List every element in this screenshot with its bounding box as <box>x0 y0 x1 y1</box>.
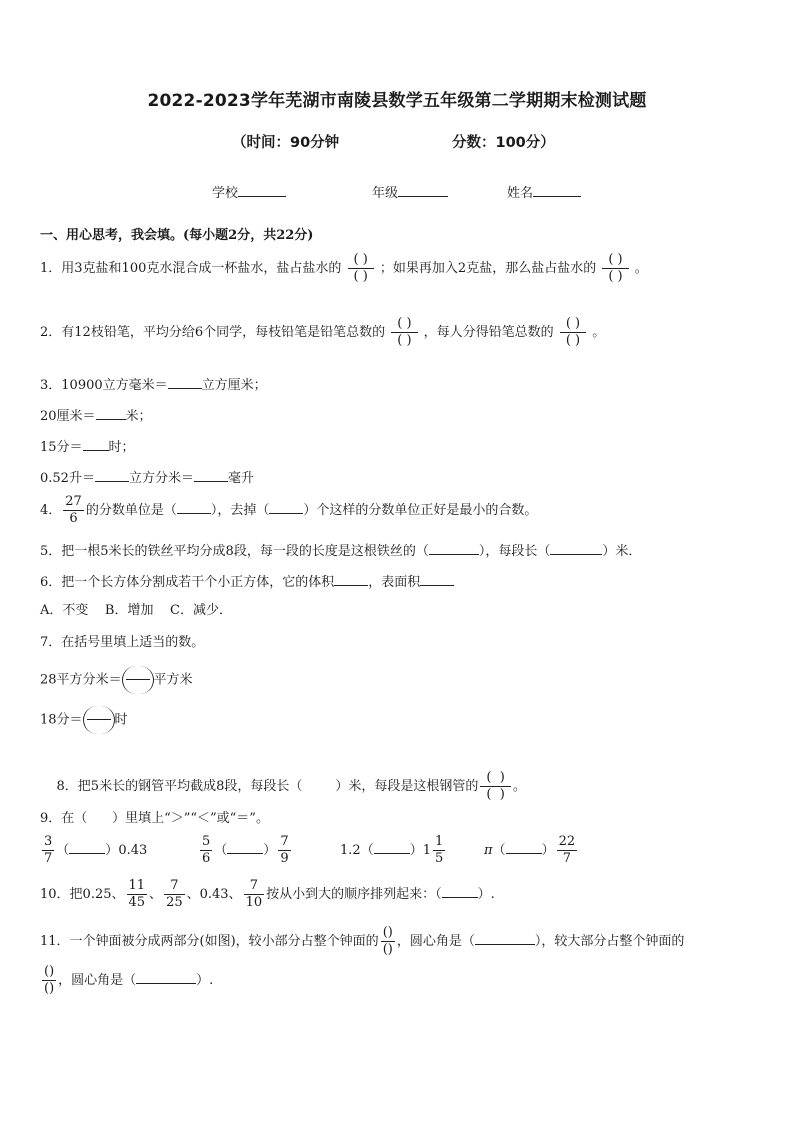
q9-item-4-paren-open: （ <box>492 843 506 858</box>
grade-field[interactable] <box>372 182 448 201</box>
q7-item-2-text-a: 18分＝ <box>40 712 83 728</box>
q9-item-1-fraction: $\frac{3}{7}$ <box>44 834 53 866</box>
q1-text-b: ；如果再加入2克盐，那么盐占盐水的 <box>379 261 597 276</box>
q9-item-3-left: 1.2 <box>340 843 361 858</box>
q11-blank-1[interactable] <box>475 930 535 945</box>
q3-blank-4[interactable] <box>95 467 129 482</box>
q3-blank-1[interactable] <box>168 374 202 389</box>
question-11-line-1 <box>40 925 684 958</box>
q9-item-2-left-fraction: $\frac{5}{6}$ <box>202 834 211 866</box>
question-11-line-2 <box>40 964 213 997</box>
question-3-line-2 <box>40 405 152 426</box>
name-label: 姓名 <box>507 186 534 201</box>
q11-text-b: ，圆心角是（ <box>396 934 475 949</box>
q9-blank-1[interactable] <box>69 839 105 854</box>
q11-text-c: ），较大部分占整个钟面的 <box>534 934 685 949</box>
q5-text-b: ），每段长（ <box>478 544 551 559</box>
grade-blank[interactable] <box>398 182 448 197</box>
question-6 <box>40 571 454 592</box>
q6-text-a: 6．把一个长方体分割成若干个小正方体，它的体积 <box>40 575 335 590</box>
q4-text-c: ）个这样的分数单位正好是最小的合数。 <box>303 503 538 518</box>
question-9: 9．在（ ）里填上“＞”“＜”或“＝”。 <box>40 811 269 826</box>
q1-fraction-blank-2[interactable]: $\frac{( )}{( )}$ <box>602 252 628 285</box>
q4-blank-1[interactable] <box>177 499 211 514</box>
q9-item-2-right-fraction: $\frac{7}{9}$ <box>280 834 289 866</box>
school-blank[interactable] <box>238 182 286 197</box>
q6-text-b: ，表面积 <box>368 575 421 590</box>
q10-fraction-3: $\frac{7}{10}$ <box>245 878 263 910</box>
q10-blank[interactable] <box>442 883 478 898</box>
q3-l1-text-b: 立方厘米； <box>201 378 267 393</box>
q2-fraction-blank-2[interactable]: $\frac{( )}{( )}$ <box>560 316 586 349</box>
q2-text-b: ，每人分得铅笔总数的 <box>423 325 554 340</box>
exam-time: （时间：90分钟 <box>232 135 340 151</box>
q6-blank-1[interactable] <box>334 571 368 586</box>
q9-blank-3[interactable] <box>374 839 410 854</box>
q2-fraction-blank-1[interactable]: $\frac{( )}{( )}$ <box>391 316 417 349</box>
q7-item-2-text-b: 时 <box>114 712 128 728</box>
q9-item-1-paren-open: （ <box>56 843 70 858</box>
question-10 <box>40 878 495 911</box>
q3-l2-text-b: 米； <box>125 409 152 424</box>
q4-blank-2[interactable] <box>269 499 303 514</box>
q2-text-c: 。 <box>592 325 606 340</box>
q11-fraction-blank-2[interactable]: $\frac{()}{()}$ <box>44 964 55 996</box>
q4-text-b: ），去掉（ <box>210 503 270 518</box>
question-3-line-4 <box>40 467 254 488</box>
q5-text-a: 5．把一根5米长的铁丝平均分成8段，每一段的长度是这根铁丝的（ <box>40 544 429 559</box>
section-heading: 一、用心思考，我会填。(每小题2分，共22分) <box>40 228 314 243</box>
q9-blank-2[interactable] <box>227 839 263 854</box>
q9-item-2-paren-open: （ <box>214 843 228 858</box>
q9-item-1-paren-close: ） <box>105 843 119 858</box>
name-field[interactable] <box>507 182 581 201</box>
q10-sep: 、 <box>149 887 163 902</box>
q7-fraction-blank-1[interactable] <box>122 666 154 694</box>
q4-text-a: 的分数单位是（ <box>85 503 177 518</box>
q9-item-2 <box>198 834 293 867</box>
q11-fraction-blank-1[interactable]: $\frac{()}{()}$ <box>382 925 393 957</box>
q11-text-d: ，圆心角是（ <box>58 973 137 988</box>
q7-fraction-blank-2[interactable] <box>83 706 115 734</box>
q9-item-3-whole: 1 <box>422 843 431 858</box>
q9-item-3-paren-close: ） <box>409 843 423 858</box>
q3-l4-text-a: 0.52升＝ <box>40 471 95 486</box>
question-3-line-3 <box>40 436 135 457</box>
q3-l4-text-c: 毫升 <box>227 471 254 486</box>
q3-l2-text-a: 20厘米＝ <box>40 409 96 424</box>
q3-blank-2[interactable] <box>96 405 126 420</box>
q8-text-b: 。 <box>512 779 526 794</box>
name-blank[interactable] <box>533 182 581 197</box>
q3-l1-text-a: 3．10900立方毫米＝ <box>40 378 168 393</box>
q1-text-a: 1．用3克盐和100克水混合成一杯盐水，盐占盐水的 <box>40 261 342 276</box>
q10-text-a: 10．把0.25、 <box>40 887 125 902</box>
question-4 <box>40 494 537 527</box>
q9-item-3-fraction: $\frac{1}{5}$ <box>435 834 444 866</box>
school-field[interactable] <box>212 182 286 201</box>
q1-text-c: 。 <box>634 261 648 276</box>
school-label: 学校 <box>212 186 239 201</box>
question-2 <box>40 316 605 349</box>
q8-fraction-blank[interactable]: $\frac{( )}{( )}$ <box>480 770 510 803</box>
q7-item-1-text-b: 平方米 <box>153 672 193 688</box>
q3-l3-text-a: 15分＝ <box>40 440 83 455</box>
q6-options: A．不变 B．增加 C．减少． <box>40 603 232 618</box>
q8-text-a: 8．把5米长的钢管平均截成8段，每段长（ ）米，每段是这根钢管的 <box>56 779 479 794</box>
q1-fraction-blank-1[interactable]: $\frac{( )}{( )}$ <box>348 252 374 285</box>
q9-item-2-paren-close: ） <box>263 843 277 858</box>
q9-item-4-paren-close: ） <box>541 843 555 858</box>
q2-text-a: 2．有12枝铅笔，平均分给6个同学，每枝铅笔是铅笔总数的 <box>40 325 386 340</box>
q9-item-1 <box>40 834 147 867</box>
q6-blank-2[interactable] <box>420 571 454 586</box>
question-1 <box>40 252 648 285</box>
q7-item-1 <box>40 666 193 694</box>
q9-item-4-fraction: $\frac{22}{7}$ <box>558 834 576 866</box>
q10-text-b: 按从小到大的顺序排列起来：（ <box>266 887 442 902</box>
question-3-line-1 <box>40 374 267 395</box>
question-5 <box>40 540 641 561</box>
q9-item-4-pi: π <box>484 843 493 858</box>
q11-text-a: 11．一个钟面被分成两部分(如图)，较小部分占整个钟面的 <box>40 934 379 949</box>
q10-fraction-1: $\frac{11}{45}$ <box>128 878 146 910</box>
page-title: 2022-2023学年芜湖市南陵县数学五年级第二学期期末检测试题 <box>147 91 647 111</box>
q9-item-3 <box>340 834 447 867</box>
q11-text-e: ）. <box>196 973 214 988</box>
q9-blank-4[interactable] <box>506 839 542 854</box>
q4-number: 4． <box>40 503 62 518</box>
q3-l4-text-b: 立方分米＝ <box>128 471 194 486</box>
q9-item-1-right: 0.43 <box>118 843 148 858</box>
q3-blank-3[interactable] <box>83 436 109 451</box>
q3-l3-text-b: 时； <box>108 440 135 455</box>
q10-text-mid: 、0.43、 <box>186 887 242 902</box>
q5-text-c: ）米． <box>602 544 642 559</box>
q4-fraction: $\frac{27}{6}$ <box>65 494 82 526</box>
question-7: 7．在括号里填上适当的数。 <box>40 635 205 650</box>
q3-blank-5[interactable] <box>194 467 228 482</box>
q10-text-c: ）. <box>477 887 495 902</box>
q11-blank-2[interactable] <box>136 969 196 984</box>
exam-score: 分数：100分） <box>452 135 555 151</box>
q9-item-4 <box>484 834 579 867</box>
q10-fraction-2: $\frac{7}{25}$ <box>166 878 183 910</box>
q5-blank-1[interactable] <box>429 540 479 555</box>
q9-item-3-paren-open: （ <box>360 843 374 858</box>
q7-item-1-text-a: 28平方分米＝ <box>40 672 122 688</box>
q7-item-2 <box>40 706 128 734</box>
q5-blank-2[interactable] <box>550 540 602 555</box>
grade-label: 年级 <box>372 186 399 201</box>
